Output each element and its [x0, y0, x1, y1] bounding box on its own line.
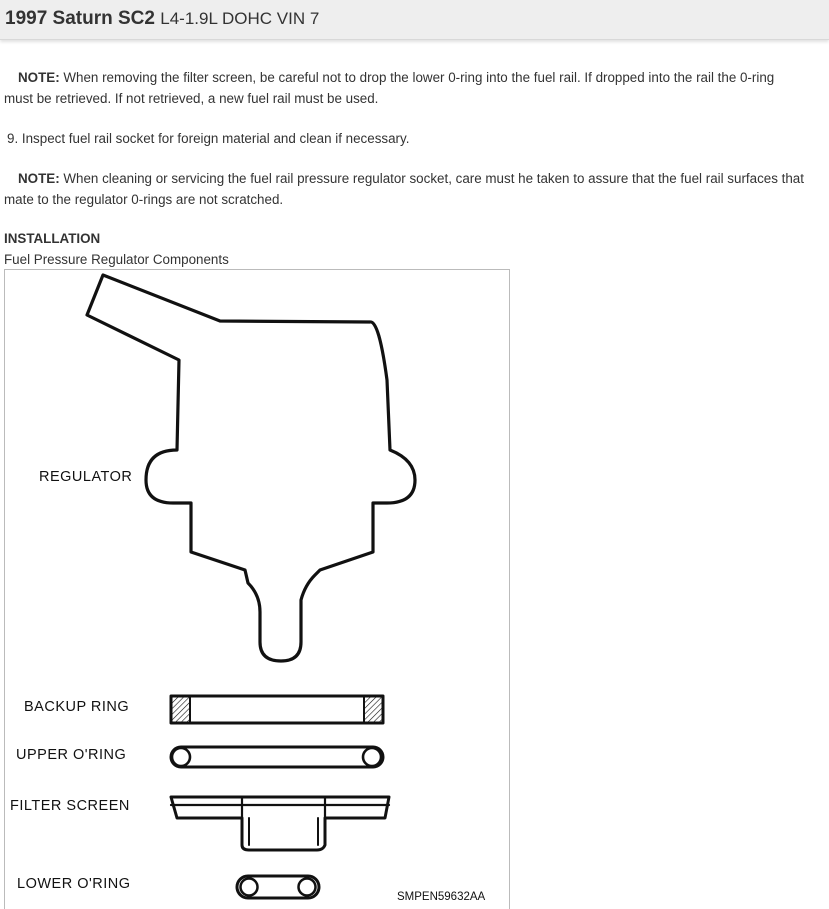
regulator-label: REGULATOR [39, 469, 133, 485]
lower-oring-label: LOWER O'RING [17, 876, 131, 892]
note-filter-screen [4, 67, 804, 109]
filter-screen-label: FILTER SCREEN [10, 798, 130, 814]
upper-oring-shape [171, 747, 383, 767]
regulator-outline [87, 275, 415, 661]
section-heading: INSTALLATION [4, 231, 101, 246]
note-socket-cleaning [4, 168, 804, 210]
figure-code: SMPEN59632AA [397, 891, 486, 903]
note-label: NOTE: [18, 70, 60, 85]
step-text: 9. Inspect fuel rail socket for foreign material and clean if necessary. [7, 131, 410, 146]
note-label: NOTE: [18, 171, 60, 186]
note-text: When removing the filter screen, be careful not to drop the lower 0-ring into the fuel rail. If dropped into the rail the 0-ring must be retrieved. If not retrieved, a new fuel rail must be used. [4, 70, 775, 106]
note-text: When cleaning or servicing the fuel rail pressure regulator socket, care must he taken to assure that the fuel rail surfaces that mate to the regulator 0-rings are not scratched. [4, 171, 804, 207]
backup-ring-shape [171, 696, 383, 723]
page-header [0, 0, 829, 40]
backup-ring-label: BACKUP RING [24, 699, 130, 715]
step-9 [4, 128, 804, 149]
figure-caption: Fuel Pressure Regulator Components [4, 252, 229, 267]
engine-spec: L4-1.9L DOHC VIN 7 [160, 9, 320, 28]
page-title [5, 8, 319, 30]
regulator-diagram [4, 269, 510, 909]
vehicle-model: 1997 Saturn SC2 [5, 8, 155, 29]
upper-oring-label: UPPER O'RING [16, 747, 127, 763]
